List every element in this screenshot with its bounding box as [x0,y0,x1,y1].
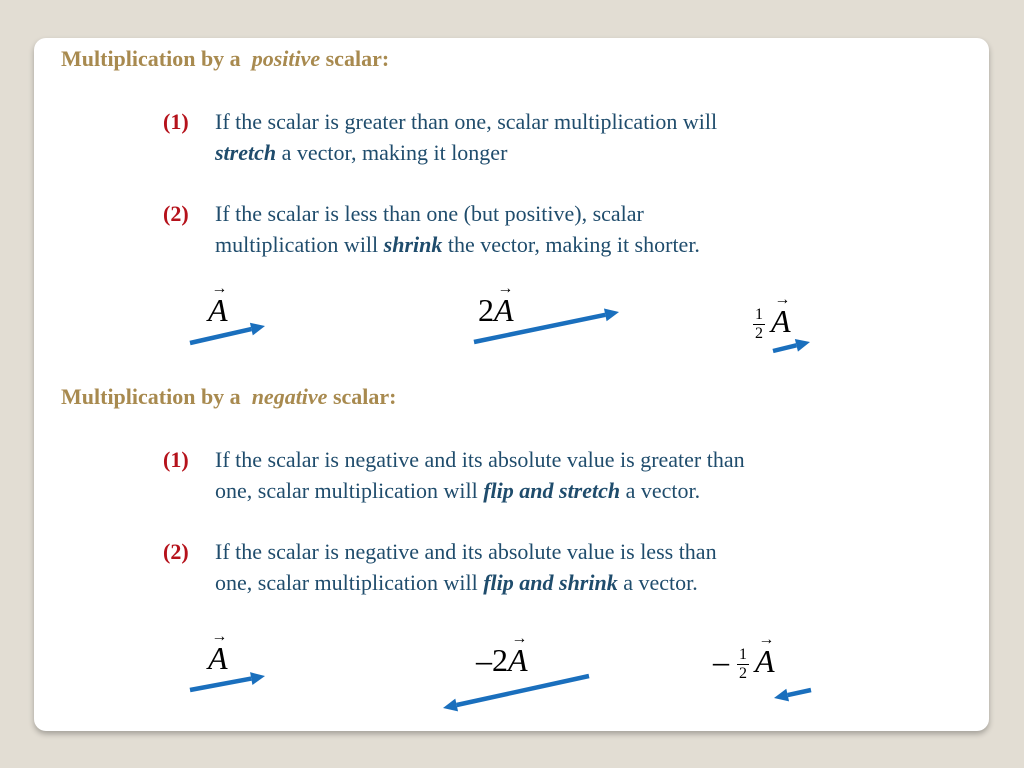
heading-suffix: scalar: [332,384,397,409]
item-line: multiplication will [215,232,379,257]
arrow-minus-2a-shaft [457,676,589,705]
label-two-a: 2 → A [478,280,514,328]
arrow-2a-head [604,308,619,321]
heading-prefix: Multiplication by a [61,46,241,71]
item-keyword: flip and shrink [483,570,618,595]
heading-keyword: negative [251,384,328,409]
arrow-a-head [250,323,265,336]
heading-keyword: positive [251,46,321,71]
heading-prefix: Multiplication by a [61,384,241,409]
arrow-group [190,308,811,711]
label-minus-half-a: – $\frac{1}{2}$ → A [713,631,775,683]
item-line: If the scalar is negative and its absolute value is less than [215,539,717,564]
arrow-minus-2a-head [443,699,458,712]
item-line: a vector. [625,478,701,503]
arrow-half-a-head [795,339,810,352]
arrow-minus-half-a-shaft [788,690,811,695]
item-line: If the scalar is less than one (but positive), scalar [215,201,644,226]
arrow-a-neg-shaft [190,679,251,690]
arrow-half-a-shaft [773,345,796,351]
label-half-a: $\frac{1}{2}$ → A [755,291,791,343]
item-line: the vector, making it shorter. [447,232,700,257]
item-number: (2) [163,539,189,564]
arrow-a-neg-head [250,672,265,685]
item-line: a vector, making it longer [281,140,508,165]
arrow-a-shaft [190,329,251,343]
item-keyword: shrink [383,232,443,257]
item-line: If the scalar is negative and its absolute value is greater than [215,447,745,472]
item-line: If the scalar is greater than one, scalar multiplication will [215,109,718,134]
item-number: (1) [163,447,189,472]
arrow-minus-half-a-head [774,689,789,702]
arrow-2a-shaft [474,315,605,342]
heading-suffix: scalar: [325,46,390,71]
label-vector-a-2: → A [208,628,228,676]
item-number: (1) [163,109,189,134]
item-line: one, scalar multiplication will [215,478,478,503]
item-number: (2) [163,201,189,226]
label-minus-two-a: –2 → A [476,630,528,678]
label-vector-a: → A [208,280,228,328]
item-keyword: stretch [215,140,277,165]
item-keyword: flip and stretch [483,478,621,503]
item-line: one, scalar multiplication will [215,570,478,595]
item-line: a vector. [623,570,698,595]
